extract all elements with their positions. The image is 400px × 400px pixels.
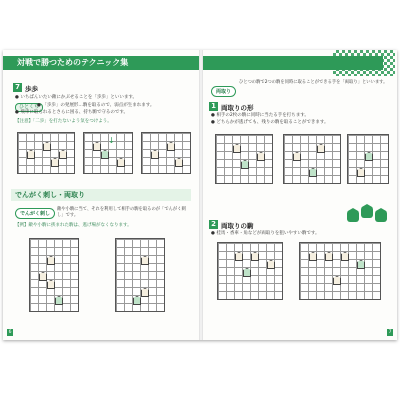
- shogi-piece: [317, 144, 325, 153]
- shogi-piece: [141, 288, 149, 297]
- shogi-piece: [51, 158, 59, 167]
- shogi-piece: [175, 158, 183, 167]
- mascot-icon: [361, 204, 373, 218]
- section-band: [11, 189, 191, 201]
- shogi-piece: [47, 280, 55, 289]
- section-title: 歩歩: [25, 85, 38, 93]
- mascot-icon: [375, 208, 387, 222]
- shogi-piece: [27, 150, 35, 159]
- move-arrow-icon: ↓: [108, 136, 115, 145]
- shogi-piece: [293, 152, 301, 161]
- shogi-board-4: [29, 238, 79, 312]
- section-number: 2: [209, 220, 218, 229]
- shogi-board-3: [141, 132, 191, 174]
- shogi-piece-highlighted: [309, 168, 317, 177]
- shogi-board-7: [283, 134, 341, 184]
- section-number: 1: [209, 102, 218, 111]
- section-number: 7: [13, 83, 22, 92]
- shogi-piece: [309, 252, 317, 261]
- decorative-checker-pattern: [333, 50, 395, 76]
- shogi-piece: [233, 144, 241, 153]
- ryoutori-text: ひとつの駒で2つの駒を同時に取ることができる手を「両取り」といいます。: [239, 80, 388, 85]
- dengaku-note: 【例】敵や小駒に挟まれた駒は、逃げ場がなくなります。: [15, 223, 132, 228]
- shogi-piece: [93, 142, 101, 151]
- section-line-1: ● いちばんいたい敵にかぶせることを「歩歩」といいます。: [15, 95, 137, 100]
- shogi-board-9: [217, 242, 283, 300]
- section-title: 両取りの駒: [221, 222, 254, 230]
- band-title: でんがく刺し・両取り: [15, 191, 85, 199]
- dengaku-text: 敵や小駒に当て、それを利用して相手の駒を取るのが「でんがく刺し」です。: [57, 207, 186, 218]
- shogi-piece: [43, 142, 51, 151]
- shogi-piece: [47, 256, 55, 265]
- shogi-piece-highlighted: [241, 160, 249, 169]
- shogi-board-2: [83, 132, 133, 174]
- section-line-2: ● どちらかが逃げても、残りの駒を取ることができます。: [211, 120, 329, 125]
- book-spread: [3, 50, 397, 340]
- shogi-piece: [341, 252, 349, 261]
- shogi-piece-highlighted: [357, 260, 365, 269]
- page-header-band: [3, 56, 383, 70]
- shogi-piece: [267, 260, 275, 269]
- shogi-piece: [151, 150, 159, 159]
- shogi-piece-highlighted: [133, 296, 141, 305]
- shogi-board-10: [299, 242, 381, 300]
- shogi-piece: [333, 276, 341, 285]
- shogi-piece: [167, 142, 175, 151]
- dengaku-tag: でんがく刺し: [15, 208, 55, 219]
- shogi-piece: [357, 168, 365, 177]
- shogi-piece: [325, 252, 333, 261]
- shogi-piece: [59, 150, 67, 159]
- shogi-piece-highlighted: [55, 296, 63, 305]
- shogi-piece: [235, 252, 243, 261]
- section-line-2: ● 「歩歩」の発展形…駒を取るので、弱点が生まれます。: [37, 103, 155, 108]
- shogi-piece: [251, 252, 259, 261]
- section-line-1: ● 相手の2枚の駒に同時に当たる手を打ちます。: [211, 113, 309, 118]
- page-number-left: 6: [8, 330, 12, 335]
- tip-badge: ひとくち: [15, 103, 43, 112]
- shogi-piece-highlighted: [101, 150, 109, 159]
- section-line: ● 桂馬・香車・角などが両取りを狙いやすい駒です。: [211, 231, 320, 236]
- shogi-piece-highlighted: [243, 268, 251, 277]
- shogi-piece: [257, 152, 265, 161]
- shogi-board-8: [347, 134, 389, 184]
- mascot-icon: [347, 208, 359, 222]
- shogi-piece: [141, 256, 149, 265]
- shogi-piece-highlighted: [365, 152, 373, 161]
- shogi-board-1: [17, 132, 75, 174]
- book-gutter: [199, 50, 203, 340]
- shogi-piece: [39, 272, 47, 281]
- ryoutori-tag: 両取り: [211, 86, 236, 97]
- shogi-board-5: [115, 238, 165, 312]
- page-header-title: 対戦で勝つためのテクニック集: [17, 58, 129, 67]
- section-note: 【注意】「二歩」を打たないよう気をつけよう。: [15, 119, 112, 124]
- page-number-right: 7: [388, 330, 392, 335]
- shogi-board-6: [215, 134, 273, 184]
- shogi-piece: [117, 158, 125, 167]
- section-line-3: ● 飛車に取られるとさらに困る、持ち駒で守るのです。: [15, 110, 128, 115]
- section-title: 両取りの形: [221, 104, 254, 112]
